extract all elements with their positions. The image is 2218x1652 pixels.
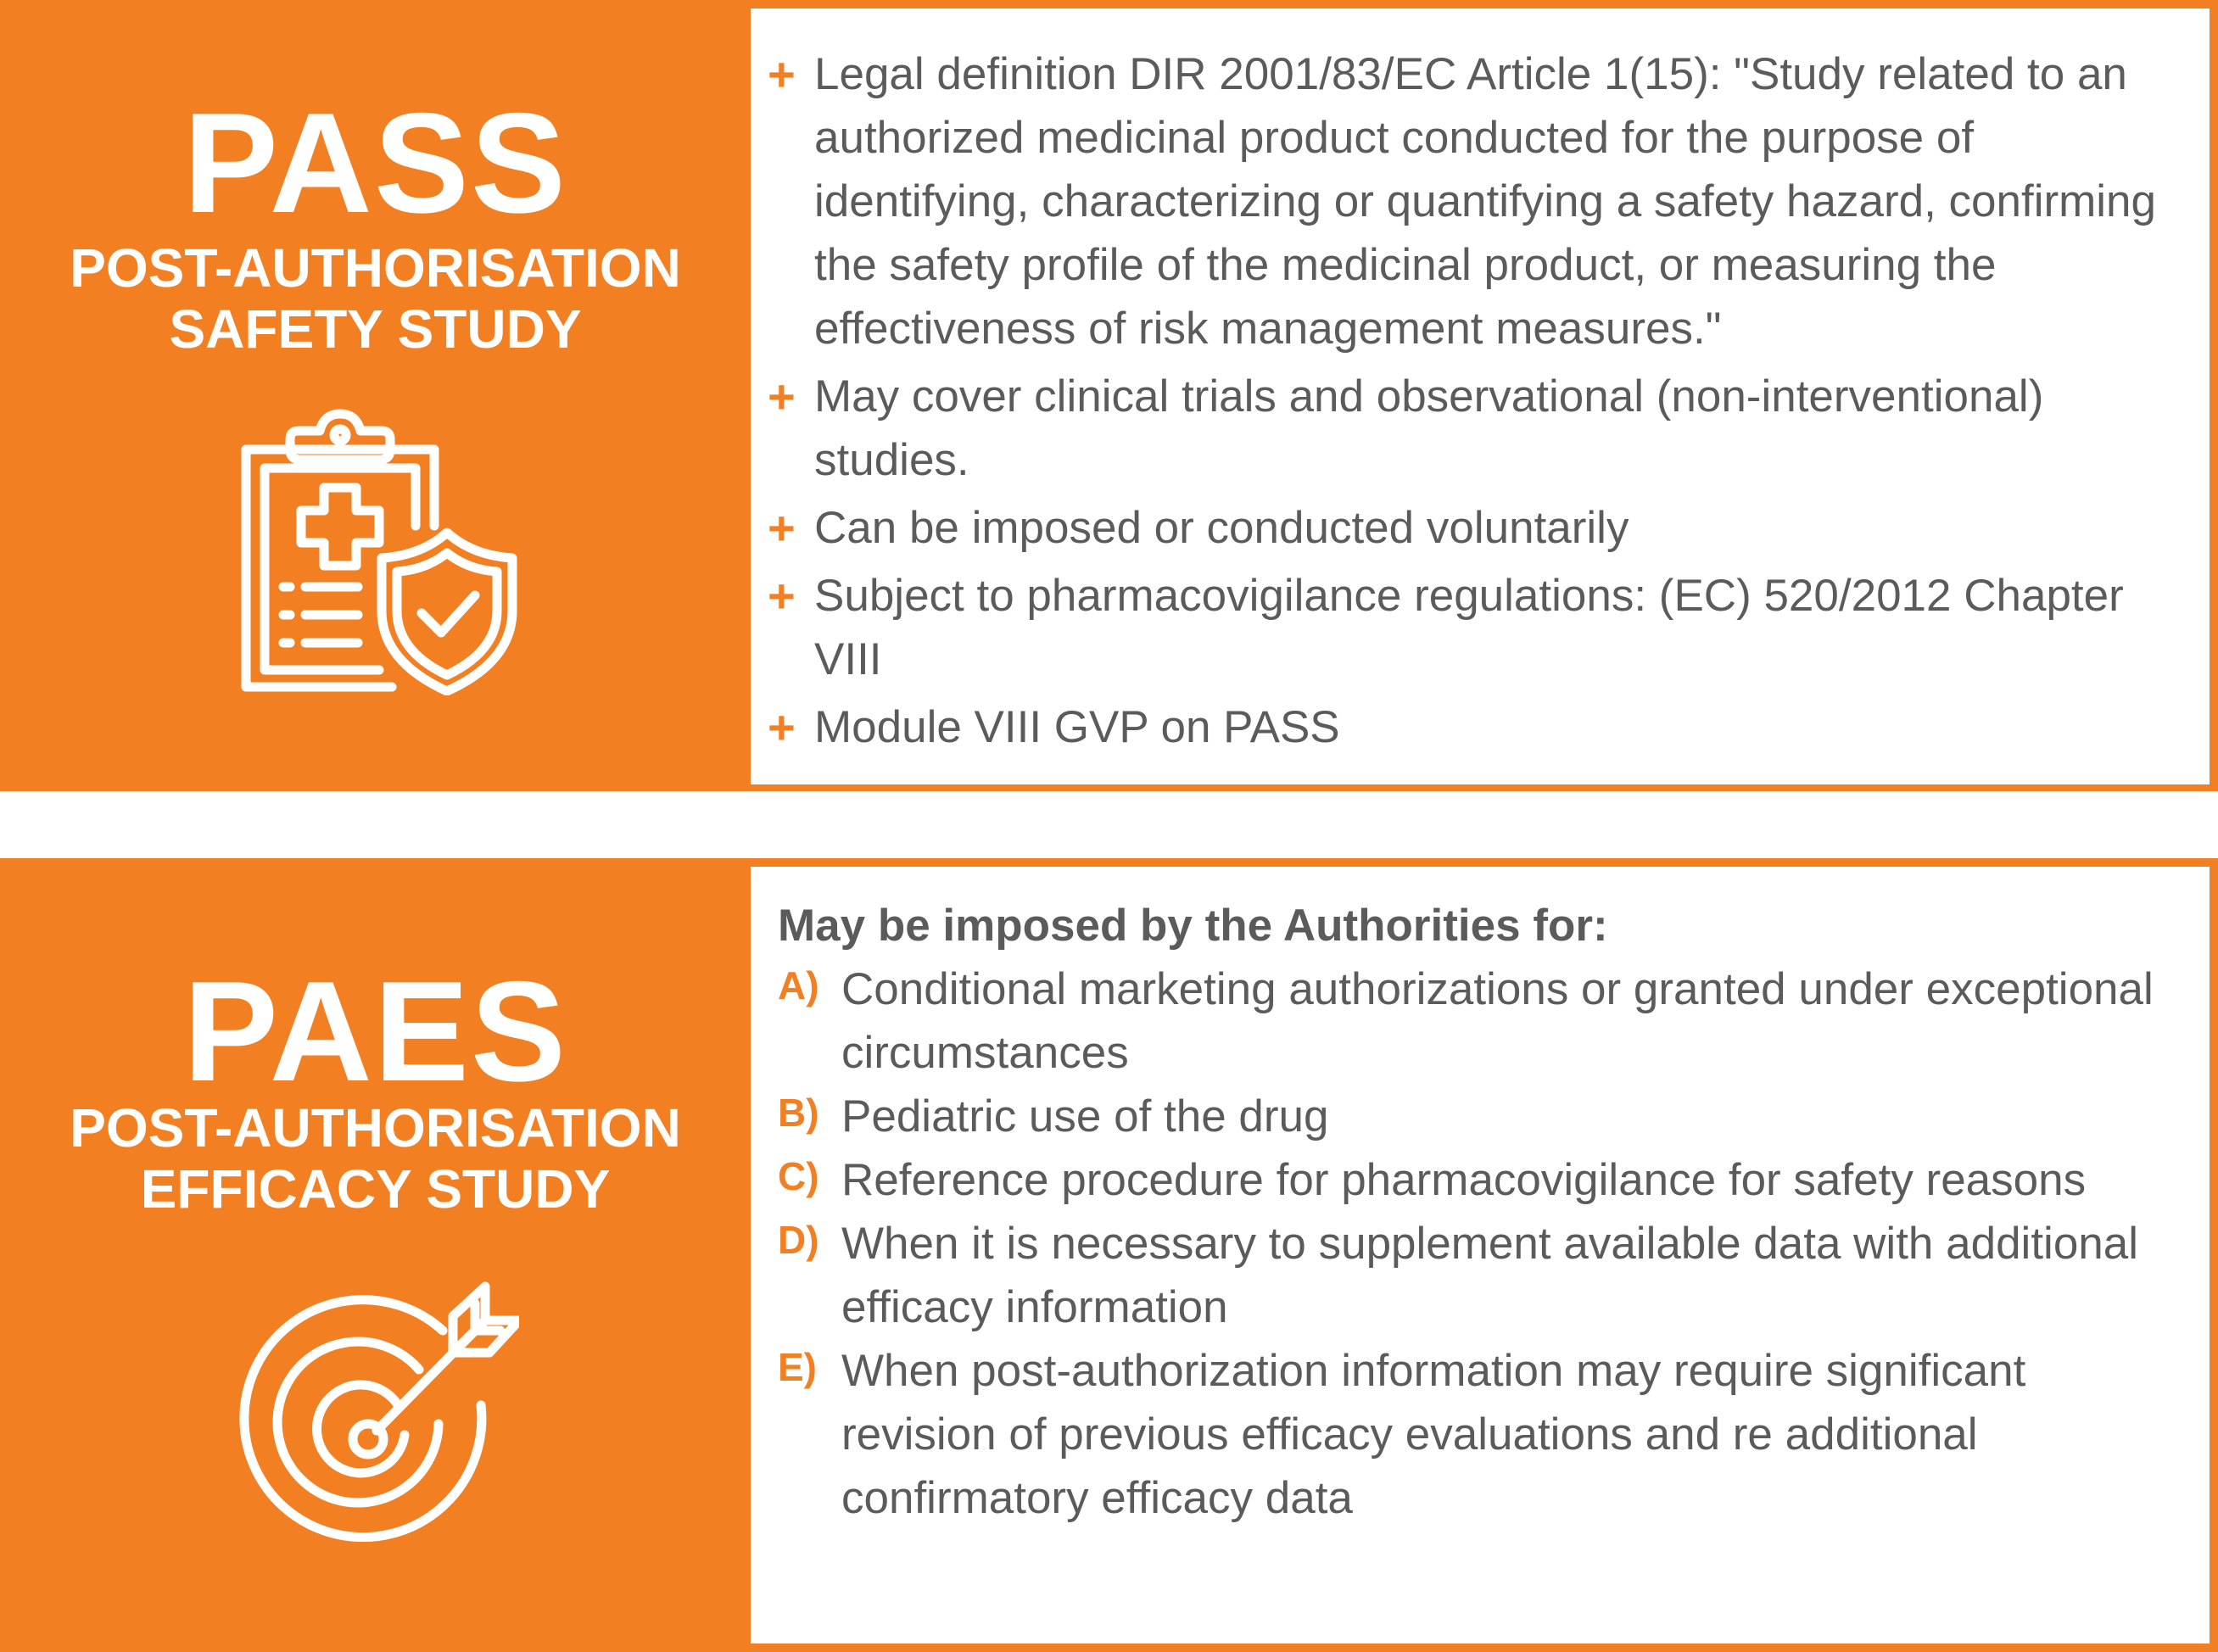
pass-details: [751, 8, 2210, 784]
pass-title-block: [0, 0, 751, 791]
list-item-letter: D): [778, 1218, 819, 1262]
list-item: [768, 42, 2184, 360]
list-item: [768, 365, 2184, 492]
list-item: [778, 1339, 2184, 1530]
plus-icon: +: [768, 370, 796, 423]
list-item: [778, 957, 2184, 1085]
plus-icon: +: [768, 569, 796, 622]
target-arrow-icon: [231, 1270, 519, 1558]
list-item-text: Module VIII GVP on PASS: [814, 702, 1340, 752]
list-item-letter: E): [778, 1345, 817, 1389]
list-item-text: Conditional marketing authorizations or granted under exceptional circumstances: [841, 964, 2154, 1078]
paes-heading: May be imposed by the Authorities for:: [778, 901, 1608, 951]
pass-title: PASS: [182, 83, 568, 243]
paes-panel: [0, 858, 2218, 1652]
clipboard-shield-check-icon: [231, 407, 519, 695]
list-item: [778, 1085, 2184, 1148]
pass-subtitle-line1: POST-AUTHORISATION: [70, 237, 681, 299]
pass-subtitle-line2: SAFETY STUDY: [169, 299, 582, 360]
paes-title: PAES: [182, 952, 568, 1111]
plus-icon: +: [768, 700, 796, 754]
list-item-text: Subject to pharmacovigilance regulations: (EC) 520/2012 Chapter VIII: [814, 571, 2124, 684]
list-item-text: Can be imposed or conducted voluntarily: [814, 503, 1629, 553]
list-item: [768, 695, 2184, 759]
list-item: [768, 496, 2184, 560]
paes-title-block: [0, 858, 751, 1652]
plus-icon: +: [768, 47, 796, 101]
list-item-letter: A): [778, 963, 819, 1007]
list-item-text: When post-authorization information may require significant revision of previous efficacy evaluations and re additional confirmatory efficacy data: [841, 1346, 2026, 1523]
paes-subtitle: [0, 1097, 751, 1219]
plus-icon: +: [768, 501, 796, 555]
paes-subtitle-line1: POST-AUTHORISATION: [70, 1097, 681, 1158]
list-item-text: Pediatric use of the drug: [841, 1091, 1329, 1141]
paes-subtitle-line2: EFFICACY STUDY: [140, 1158, 611, 1219]
paes-details: [751, 867, 2210, 1644]
list-item-text: May cover clinical trials and observational (non-interventional) studies.: [814, 371, 2044, 485]
list-item: [768, 564, 2184, 691]
list-item: [778, 1148, 2184, 1212]
list-item: [778, 1212, 2184, 1339]
list-item-text: When it is necessary to supplement available data with additional efficacy information: [841, 1219, 2139, 1332]
pass-subtitle: [0, 237, 751, 360]
list-item-text: Legal definition DIR 2001/83/EC Article 1(15): "Study related to an authorized medicinal product conducted for the purpose of identifying, characterizing or quantifying a safety hazard, confirming the safety profile of the medicinal product, or measuring the effectiveness of risk management measures.": [814, 49, 2157, 354]
list-item-text: Reference procedure for pharmacovigilance for safety reasons: [841, 1155, 2087, 1205]
list-item-letter: C): [778, 1154, 819, 1198]
list-item-letter: B): [778, 1091, 819, 1135]
pass-panel: [0, 0, 2218, 791]
